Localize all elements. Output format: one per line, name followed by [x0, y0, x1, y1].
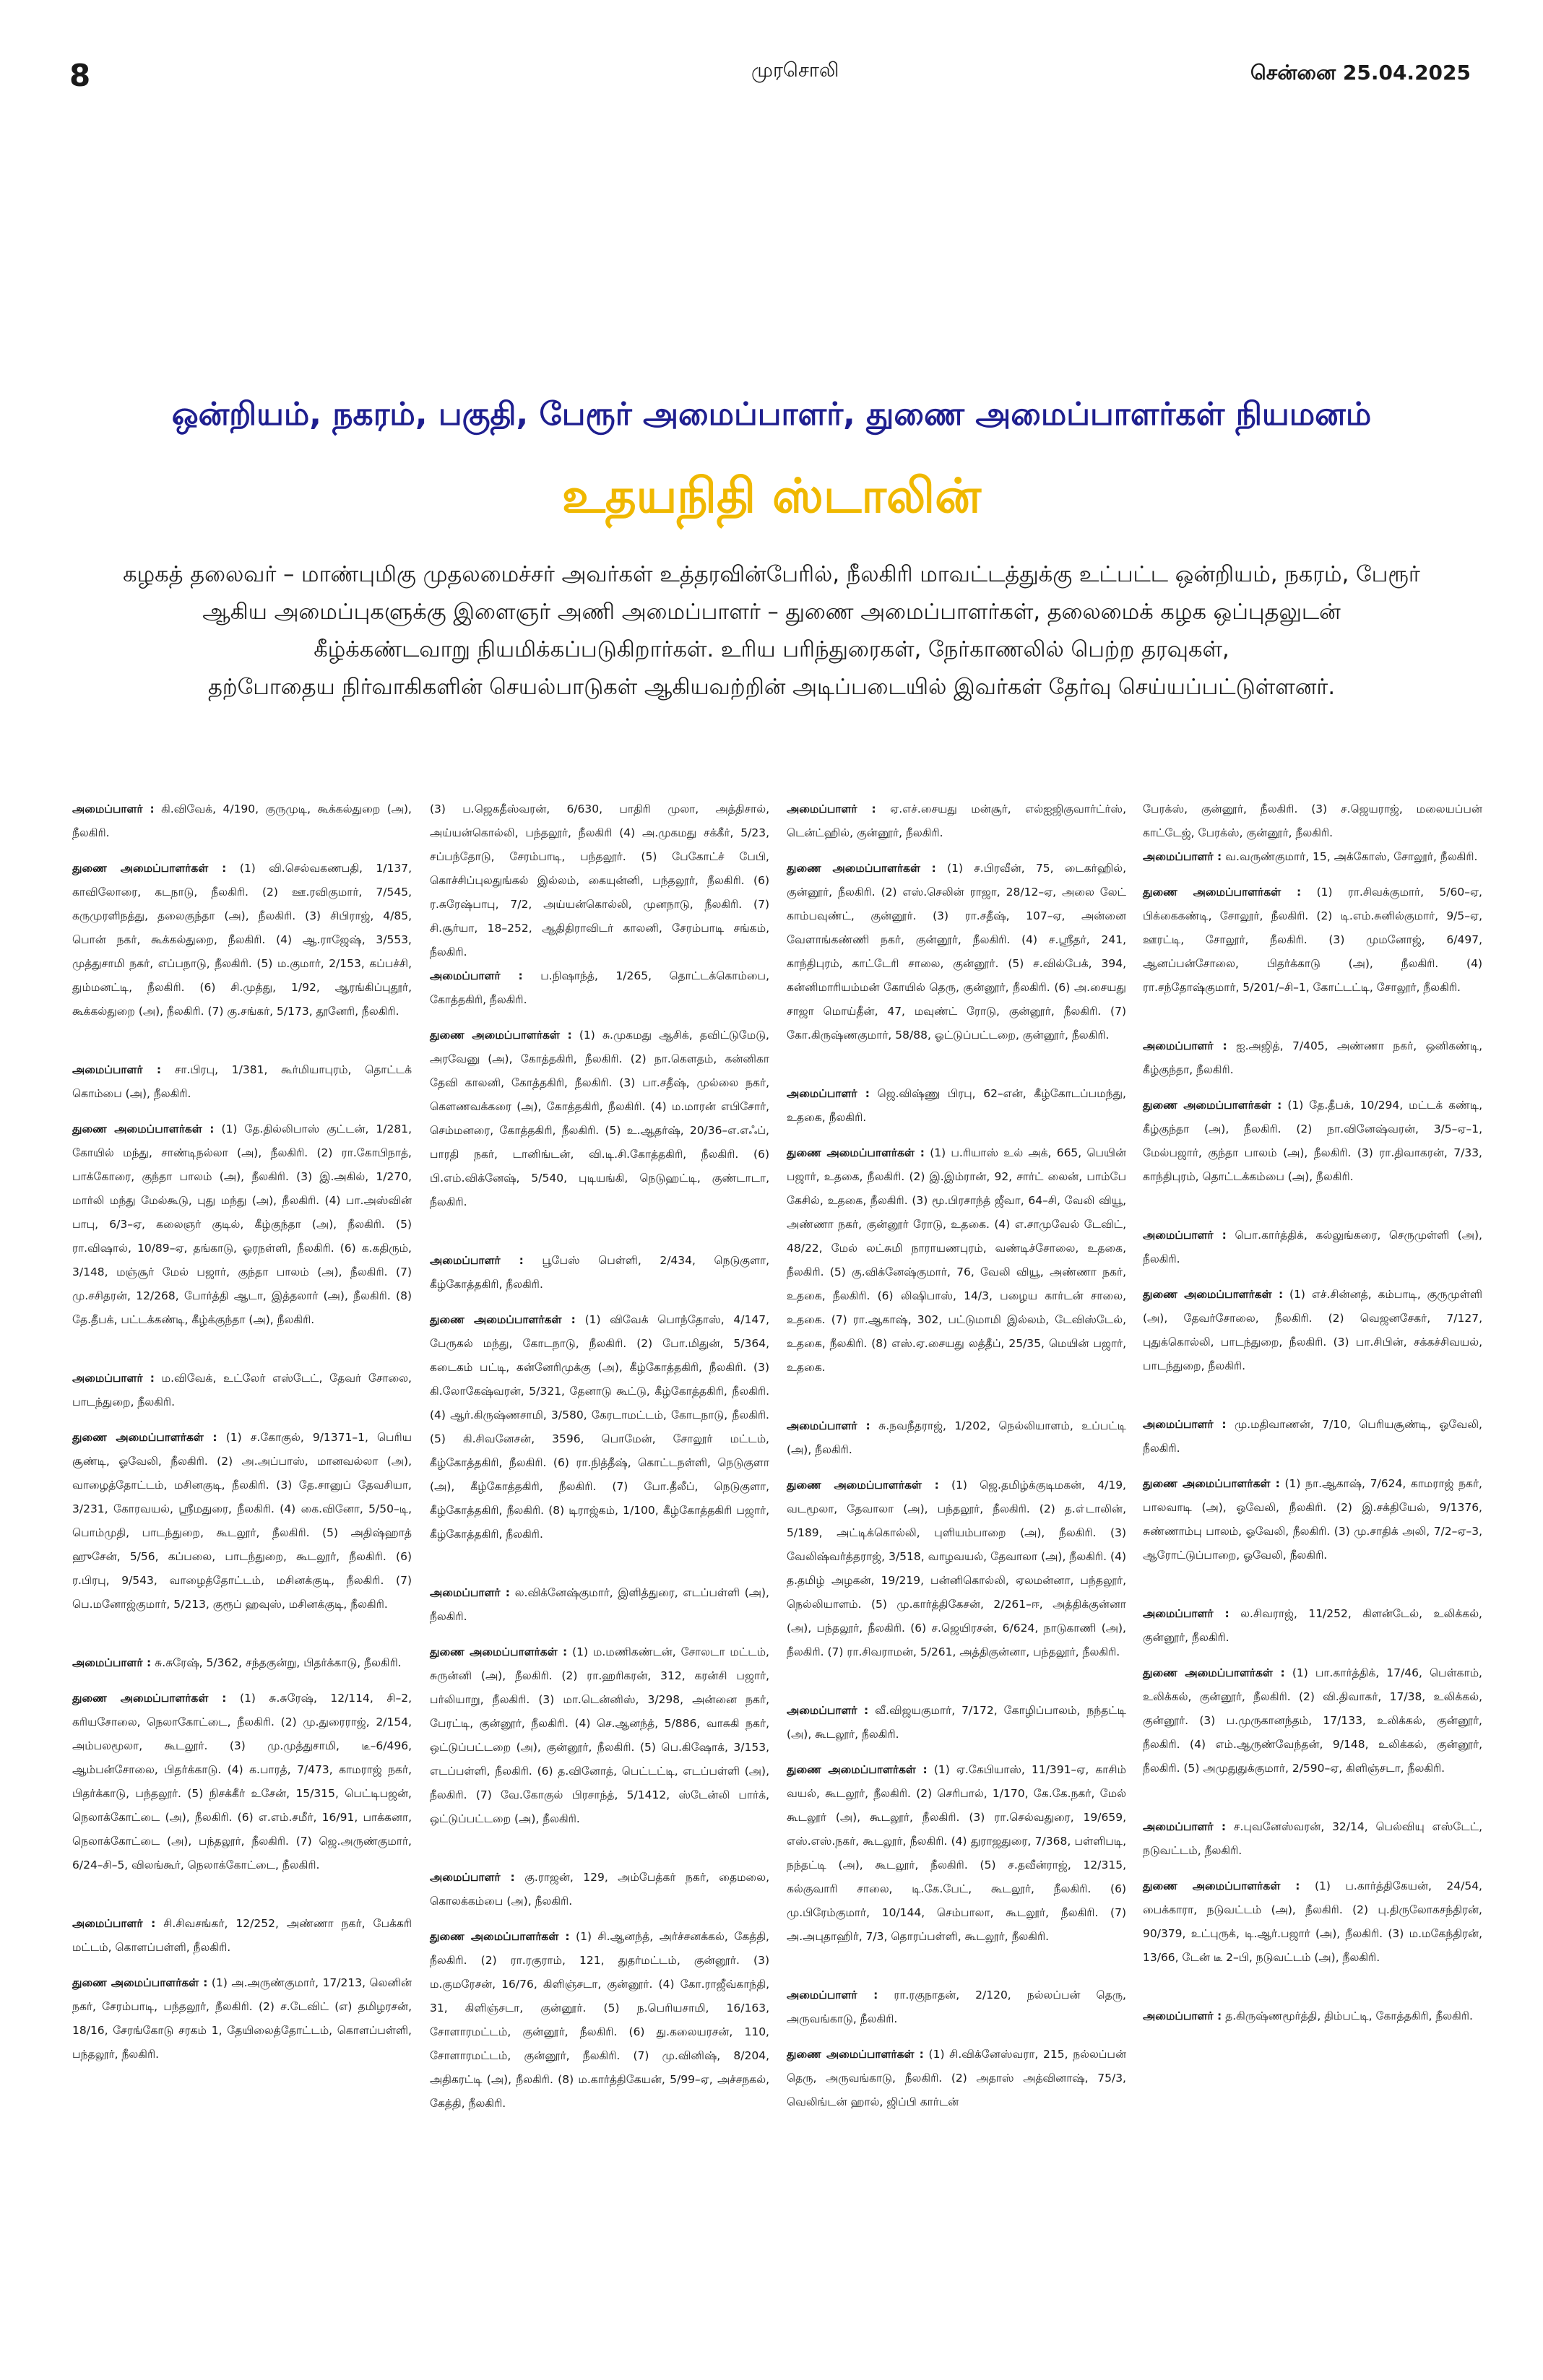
column-1: [72, 797, 412, 2101]
deputy-organisers-line: [72, 1687, 412, 1877]
organiser-line: [787, 797, 1126, 845]
deputy-names: (1) சு.முகமது ஆசிக், தவிட்டுமேடு, அரவேனு (அ), கோத்தகிரி, நீலகிரி. (2) நா.கௌதம், கன்னிகா தேவி காலனி, கோத்தகிரி, நீலகிரி. (3) பா.சதீஷ், முல்லை நகர், கௌணவக்கரை (அ), கோத்தகிரி, நீலகிரி. (4) ம.மாரன் எபிசோர், செம்மனரை, கோத்தகிரி, நீலகிரி. (5) உ.ஆதர்ஷ், 20/36–எ.எஃப், பாரதி நகர், டானிங்டன், வி.டி.சி.கோத்தகிரி, நீலகிரி. (6) பி.எம்.விக்னேஷ், 5/540, புடியங்கி, நெடுஹட்டி, குண்டாடா, நீலகிரி.: [430, 1029, 769, 1208]
deputy-organisers-line: [72, 1117, 412, 1332]
deputy-names: (1) ஏ.கேபியாஸ், 11/391–ஏ, காசிம் வயல், கூடலூர், நீலகிரி. (2) செரிபால், 1/170, கே.கே.நகர், மேல் கூடலூர் (அ), கூடலூர், நீலகிரி. (3) ரா.செல்வதுரை, 19/659, எஸ்.எஸ்.நகர், கூடலூர், நீலகிரி. (4) துராஜதுரை, 7/368, பள்ளிபடி, நந்தட்டி (அ), கூடலூர், நீலகிரி. (5) ச.தவீன்ராஜ், 12/315, கல்குவாரி சாலை, டி.கே.பேட், கூடலூர், நீலகிரி. (6) மு.பிரேம்குமார், 10/144, செம்பாலா, கூடலூர், நீலகிரி. (7) அ.அபுதாஹிர், 7/3, தொரப்பள்ளி, கூடலூர், நீலகிரி.: [787, 1763, 1126, 1943]
organiser-name: பொ.கார்த்திக், கல்லுங்கரை, செருமுள்ளி (அ), நீலகிரி.: [1143, 1229, 1482, 1265]
deputy-organisers-line: [72, 1426, 412, 1617]
appointment-entry: [72, 1058, 412, 1332]
organiser-label: அமைப்பாளர் :: [430, 969, 523, 982]
organiser-line: [72, 1058, 412, 1106]
appointment-entry: [1143, 1034, 1482, 1189]
organiser-line: [430, 1866, 769, 1913]
deputy-organisers-line: [787, 1141, 1126, 1380]
organiser-line: [1143, 1602, 1482, 1650]
organiser-line: [1143, 1034, 1482, 1082]
organiser-name: ச.புவனேஸ்வரன், 32/14, பெல்வியு எஸ்டேட், நடுவட்டம், நீலகிரி.: [1143, 1820, 1482, 1857]
appointment-entry: [72, 1367, 412, 1617]
intro-line: கீழ்க்கண்டவாறு நியமிக்கப்படுகிறார்கள். உரிய பரிந்துரைகள், நேர்காணலில் பெற்ற தரவுகள்,: [314, 637, 1229, 662]
organiser-label: அமைப்பாளர் :: [72, 1063, 162, 1076]
organiser-label: அமைப்பாளர் :: [72, 802, 155, 815]
deputy-names: (1) ம.மணிகண்டன், சோலடா மட்டம், சுருன்னி (அ), நீலகிரி. (2) ரா.ஹரிகரன், 312, கரன்சி பஜார், பர்லியாறு, நீலகிரி. (3) மா.டென்னிஸ், 3/298, அன்னை நகர், பேரட்டி, குன்னூர், நீலகிரி. (4) செ.ஆனந்த், 5/886, வாசுகி நகர், ஒட்டுப்பட்டறை (அ), குன்னூர், நீலகிரி. (5) பெ.கிஷோக், 3/153, எடப்பள்ளி, நீலகிரி. (6) த.வினோத், பெட்டட்டி, எடப்பள்ளி (அ), நீலகிரி. (7) வே.கோகுல் பிரசாந்த், 5/1412, ஸ்டேன்லி பார்க், ஒட்டுப்பட்டறை (அ), நீலகிரி.: [430, 1645, 769, 1825]
deputy-organisers-line: [1143, 1874, 1482, 1970]
appointment-entry: [72, 1912, 412, 2067]
organiser-line: [430, 1249, 769, 1297]
deputy-label: துணை அமைப்பாளர்கள் :: [72, 1692, 227, 1705]
appointment-entry: [1143, 2004, 1482, 2028]
deputy-label: துணை அமைப்பாளர்கள் :: [430, 1930, 570, 1943]
deputy-organisers-line: [430, 1925, 769, 2116]
deputy-label: துணை அமைப்பாளர்கள் :: [1143, 1288, 1284, 1301]
organiser-label: அமைப்பாளர் :: [787, 1419, 870, 1432]
appointment-entry: [72, 1651, 412, 1877]
deputy-organisers-line: [430, 1640, 769, 1831]
deputy-label: துணை அமைப்பாளர்கள் :: [430, 1645, 568, 1658]
appointment-entry: [430, 964, 769, 1214]
organiser-name: மு.மதிவாணன், 7/10, பெரியசூண்டி, ஓவேலி, நீலகிரி.: [1143, 1418, 1482, 1455]
organiser-name: பூபேஸ் பெள்ளி, 2/434, நெடுகுளா, கீழ்கோத்தகிரி, நீலகிரி.: [430, 1254, 769, 1291]
appointment-entry: [72, 797, 412, 1024]
deputy-label: துணை அமைப்பாளர்கள் :: [1143, 886, 1302, 899]
organiser-line: [1143, 1413, 1482, 1461]
organiser-line: [430, 964, 769, 1012]
deputy-organisers-line: [1143, 1661, 1482, 1780]
appointment-entry: [787, 1699, 1126, 1949]
deputy-names: (1) ப.ரியாஸ் உல் அக், 665, பெயின் பஜார், உதகை, நீலகிரி. (2) இ.இம்ரான், 92, சார்ட் லைன், பாம்பே கேசில், உதகை, நீலகிரி. (3) மூ.பிரசாந்த் ஜீவா, 64–சி, வேலி வியூ, அண்ணா நகர், குன்னூர் ரோடு, உதகை. (4) எ.சாமுவேல் டேவிட், 48/22, மேல் லட்சுமி நாராயணபுரம், வண்டிச்சோலை, உதகை, நீலகிரி. (5) கு.விக்னேஷ்குமார், 76, வேலி வியூ, அண்ணா நகர், உதகை, நீலகிரி. (6) லிஷிபாஸ், 14/3, பழைய கார்டன் சாலை, உதகை. (7) ரா.ஆகாஷ், 302, பட்டுமாமி இல்லம், டேவிஸ்டேல், உதகை, நீலகிரி. (8) எஸ்.ஏ.சையது லத்தீப், 25/35, மெயின் பஜார், உதகை.: [787, 1146, 1126, 1374]
deputy-names: (1) ரா.சிவக்குமார், 5/60–ஏ, பிக்கைகண்டி, சோலூர், நீலகிரி. (2) டி.எம்.சுனில்குமார், 9/5–ஏ, ஊரட்டி, சோலூர், நீலகிரி. (3) முமனோஜ், 6/497, ஆனப்பன்சோலை, பிதர்க்காடு (அ), நீலகிரி. (4) ரா.சந்தோஷ்குமார், 5/201/–சி–1, கோட்டட்டி, சோலூர், நீலகிரி.: [1143, 886, 1482, 994]
page-number: 8: [69, 58, 91, 93]
organiser-name: கி.விவேக், 4/190, குருமுடி, கூக்கல்துறை (அ), நீலகிரி.: [72, 802, 412, 839]
organiser-label: அமைப்பாளர் :: [1143, 2009, 1222, 2022]
organiser-name: வ.வருண்குமார், 15, அக்கோஸ், சோலூர், நீலகிரி.: [1225, 850, 1478, 863]
organiser-label: அமைப்பாளர் :: [72, 1656, 152, 1669]
intro-line: தற்போதைய நிர்வாகிகளின் செயல்பாடுகள் ஆகியவற்றின் அடிப்படையில் இவர்கள் தேர்வு செய்யப்பட்டுள்ளனர்.: [207, 675, 1336, 700]
deputy-names: (1) சி.விக்னேஸ்வரா, 215, நல்லப்பன் தெரு, அருவங்காடு, நீலகிரி. (2) அதாஸ் அத்வினாஷ், 75/3, வெலிங்டன் ஹால், ஜிப்பி கார்டன்: [787, 2048, 1126, 2108]
organiser-label: அமைப்பாளர் :: [787, 1704, 869, 1717]
appointment-entry: [787, 1414, 1126, 1664]
deputy-label: துணை அமைப்பாளர்கள் :: [1143, 1666, 1285, 1679]
deputy-names: (1) ப.கார்த்திகேயன், 24/54, பைக்காரா, நடுவட்டம் (அ), நீலகிரி. (2) பு.திருலோகசந்திரன், 90/379, உட்புருக், டி.ஆர்.பஜார் (அ), நீலகிரி. (3) ம.மகேந்திரன், 13/66, டேன் டீ 2–பி, நடுவட்டம் (அ), நீலகிரி.: [1143, 1879, 1482, 1964]
deputy-label: துணை அமைப்பாளர்கள் :: [72, 1431, 217, 1444]
intro-paragraph: [116, 556, 1427, 706]
deputy-names: (1) வி.செல்வகணபதி, 1/137, காவிலோரை, கடநாடு, நீலகிரி. (2) ஊ.ரவிகுமார், 7/545, கருமுரளிநத்து, தலைகுந்தா (அ), நீலகிரி. (3) சிபிராஜ், 4/85, பொன் நகர், கூக்கல்துறை, நீலகிரி. (4) ஆ.ராஜேஷ், 3/553, முத்துசாமி நகர், எப்பநாடு, நீலகிரி. (5) ம.குமார், 2/153, கப்பச்சி, தும்மனட்டி, நீலகிரி. (6) சி.முத்து, 1/92, ஆரங்கிப்புதூர், கூக்கல்துறை (அ), நீலகிரி. (7) கு.சங்கர், 5/173, தூனேரி, நீலகிரி.: [72, 862, 412, 1018]
appointment-entry: [1143, 1224, 1482, 1378]
organiser-name: த.கிருஷ்ணமூர்த்தி, திம்பட்டி, கோத்தகிரி, நீலகிரி.: [1225, 2009, 1473, 2022]
organiser-line: [787, 1082, 1126, 1130]
appointment-entry: [1143, 1413, 1482, 1567]
intro-line: ஆகிய அமைப்புகளுக்கு இளைஞர் அணி அமைப்பாளர் – துணை அமைப்பாளர்கள், தலைமைக் கழக ஒப்புதலுடன்: [202, 600, 1341, 625]
organiser-line: [72, 1367, 412, 1414]
intro-line: கழகத் தலைவர் – மாண்புமிகு முதலமைச்சர் அவர்கள் உத்தரவின்பேரில், நீலகிரி மாவட்டத்துக்கு உட்பட்ட ஒன்றியம், நகரம், பேரூர்: [123, 562, 1420, 587]
organiser-line: [430, 1581, 769, 1629]
deputy-names: (1) தே.தீபக், 10/294, மட்டக் கண்டி, கீழ்குந்தா (அ), நீலகிரி. (2) நா.வினேஷ்வரன், 3/5–ஏ–1, மேல்பஜார், குந்தா பாலம் (அ), நீலகிரி. (3) ரா.திவாகரன், 7/33, காந்திபுரம், தொட்டக்கம்பை (அ), நீலகிரி.: [1143, 1099, 1482, 1183]
continuation-text: (3) ப.ஜெகதீஸ்வரன், 6/630, பாதிரி முலா, அத்திசால், அய்யன்கொல்லி, பந்தலூர், நீலகிரி (4) அ.முகமது சக்கீர், 5/23, சப்பந்தோடு, சேரம்பாடி, பந்தலூர். (5) பேகோட்ச் பேபி, கொச்சிப்புலதுங்கல் இல்லம், கையுன்னி, பந்தலூர், நீலகிரி. (6) ர.சுரேஷ்பாபு, 7/2, அய்யன்கொல்லி, முனநாடு, நீலகிரி. (7) சி.சூர்யா, 18–252, ஆதிதிராவிடர் காலனி, சேரம்பாடி சங்கம், நீலகிரி.: [430, 802, 769, 959]
organiser-name: ஜெ.விஷ்ணு பிரபு, 62–என், கீழ்கோடப்பமந்து, உதகை, நீலகிரி.: [787, 1087, 1126, 1124]
organiser-line: [787, 1699, 1126, 1747]
deputy-label: துணை அமைப்பாளர்கள் :: [72, 1976, 208, 1989]
deputy-names: (1) பா.கார்த்திக், 17/46, பெள்காம், உலிக்கல், குன்னூர், நீலகிரி. (2) வி.திவாகர், 17/38, உலிக்கல், குன்னூர். (3) ப.முருகானந்தம், 17/133, உலிக்கல், குன்னூர், நீலகிரி. (4) எம்.ஆருண்வேந்தன், 9/148, உலிக்கல், குன்னூர், நீலகிரி. (5) அமுதுதுக்குமார், 2/590–ஏ, கிளிஞ்சடா, நீலகிரி.: [1143, 1666, 1482, 1775]
organiser-name: சு.சுரேஷ், 5/362, சந்தகுன்று, பிதர்க்காடு, நீலகிரி.: [155, 1656, 402, 1669]
organiser-name: ஏ.எச்.சையது மன்சூர், எல்ஐஜிகுவார்ட்ர்ஸ், டென்ட்ஹில், குன்னூர், நீலகிரி.: [787, 802, 1126, 839]
deputy-organisers-line: [1143, 1283, 1482, 1378]
organiser-line: [787, 1414, 1126, 1462]
deputy-label: துணை அமைப்பாளர்கள் :: [1143, 1477, 1280, 1490]
headline: ஒன்றியம், நகரம், பகுதி, பேரூர் அமைப்பாளர், துணை அமைப்பாளர்கள் நியமனம்: [171, 396, 1372, 433]
organiser-label: அமைப்பாளர் :: [787, 1989, 878, 2002]
appointment-entry: [787, 1082, 1126, 1380]
organiser-name: ரா.ரகுநாதன், 2/120, நல்லப்பன் தெரு, அருவங்காடு, நீலகிரி.: [787, 1989, 1126, 2025]
organiser-name: ல.சிவராஜ், 11/252, கிளன்டேல், உலிக்கல், குன்னூர், நீலகிரி.: [1143, 1607, 1482, 1644]
deputy-names: (1) தே.தில்லிபாஸ் குட்டன், 1/281, கோயில் மந்து, சாண்டிநல்லா (அ), நீலகிரி. (2) ரா.கோபிநாத், பாக்கோரை, குந்தா பாலம் (அ), நீலகிரி. (3) இ.அகில், 1/270, மார்லி மந்து மேல்கூடு, புது மந்து (அ), நீலகிரி. (4) பா.அஸ்வின் பாபு, 6/3–ஏ, கலைஞர் குடில், கீழ்குந்தா (அ), நீலகிரி. (5) ரா.விஷால், 10/89–ஏ, தங்காடு, ஓரநள்ளி, நீலகிரி. (6) க.கதிரும், 3/148, மஞ்சூர் மேல் பஜார், குந்தா பாலம் (அ), நீலகிரி. (7) மு.சசிதரன், 12/268, போர்த்தி ஆடா, இத்தலார் (அ), நீலகிரி. (8) தே.தீபக், பட்டக்கண்டி, கீழ்க்குந்தா (அ), நீலகிரி.: [72, 1122, 412, 1326]
column-2: [430, 797, 769, 2150]
deputy-organisers-line: [1143, 1472, 1482, 1567]
organiser-line: [787, 1983, 1126, 2031]
deputy-organisers-line: [72, 857, 412, 1024]
deputy-organisers-line: [430, 1308, 769, 1546]
byline: உதயநிதி ஸ்டாலின்: [561, 468, 982, 524]
deputy-names: (1) ஜெ.தமிழ்க்குடிமகன், 4/19, வடமூலா, தேவாலா (அ), பந்தலூர், நீலகிரி. (2) த.எ்டாலின், 5/189, அட்டிக்கொல்லி, புளியம்பாறை (அ), நீலகிரி. (3) வேலிஷ்வர்த்தராஜ், 3/518, வாழவயல், தேவாலா (அ), நீலகிரி. (4) த.தமிழ் அழகன், 19/219, பன்னிகொல்லி, ஏலமன்னா, பந்தலூர், நெல்லியாளம். (5) மு.கார்த்திகேசன், 2/261–ஈ, அத்திக்குன்னா (அ), பந்தலூர், நீலகிரி. (6) ச.ஜெயிரசன், 6/624, நாடுகாணி (அ), நீலகிரி. (7) ரா.சிவராமன், 5/261, அத்திகுன்னா, பந்தலூர், நீலகிரி.: [787, 1479, 1126, 1658]
organiser-label: அமைப்பாளர் :: [72, 1372, 155, 1385]
organiser-label: அமைப்பாளர் :: [1143, 1418, 1227, 1431]
organiser-label: அமைப்பாளர் :: [1143, 1607, 1229, 1620]
organiser-label: அமைப்பாளர் :: [1143, 1820, 1227, 1833]
deputy-label: துணை அமைப்பாளர்கள் :: [787, 862, 936, 875]
organiser-line: [1143, 845, 1482, 869]
appointment-entry: [1143, 1602, 1482, 1780]
appointment-entry: [430, 1581, 769, 1831]
organiser-label: அமைப்பாளர் :: [787, 1087, 870, 1100]
deputy-organisers-line: [1143, 880, 1482, 1000]
organiser-label: அமைப்பாளர் :: [1143, 1039, 1227, 1052]
appointment-entry: [787, 797, 1126, 1047]
deputy-label: துணை அமைப்பாளர்கள் :: [787, 2048, 924, 2061]
city-date: சென்னை 25.04.2025: [1250, 61, 1471, 85]
deputy-names: (1) விவேக் பொந்தோஸ், 4/147, பேருகல் மந்து, கோடநாடு, நீலகிரி. (2) போ.மிதுன், 5/364, கடைகம் பட்டி, கன்னேரிமுக்கு (அ), கீழ்கோத்தகிரி, நீலகிரி. (3) கி.லோகேஷ்வரன், 5/321, தேனாடு கூட்டு, கீழ்கோத்தகிரி, நீலகிரி. (4) ஆர்.கிருஷ்ணசாமி, 3/580, கேரடாமட்டம், கோடநாடு, நீலகிரி. (5) கி.சிவனேசன், 3596, பொமேன், சோலூர் மட்டம், கீழ்கோத்தகிரி, நீலகிரி. (6) ரா.நித்தீஷ், கொட்டநள்ளி, நெடுகுளா (அ), கீழ்கோத்தகிரி, நீலகிரி. (7) போ.தீலீப், நெடுகுளா, கீழ்கோத்தகிரி, நீலகிரி. (8) டிராஜ்கம், 1/100, கீழ்கோத்தகிரி பஜார், கீழ்கோத்தகிரி, நீலகிரி.: [430, 1313, 770, 1541]
organiser-label: அமைப்பாளர் :: [430, 1254, 524, 1267]
appointment-entry: [430, 1249, 769, 1546]
organiser-label: அமைப்பாளர் :: [787, 802, 876, 815]
deputy-names: (1) சு.சுரேஷ், 12/114, சி–2, கரியசோலை, நெலாகோட்டை, நீலகிரி. (2) மு.துரைராஜ், 2/154, அம்பலமூலா, கூடலூர். (3) மு.முத்துசாமி, டீ–6/496, ஆம்பன்சோலை, பிதர்க்காடு. (4) க.பாரத், 7/473, காமராஜ் நகர், பிதர்க்காடு, பந்தலூர். (5) நிசக்கீர் உசேன், 15/315, பெட்டிபஜன், நெலாக்கோட்டை (அ), நீலகிரி. (6) எ.எம்.சமீர், 16/91, பாக்கனா, நெலாக்கோட்டை (அ), பந்தலூர், நீலகிரி. (7) ஜெ.அருண்குமார், 6/24–சி–5, விலங்கூர், நெலாக்கோட்டை, நீலகிரி.: [72, 1692, 412, 1871]
organiser-line: [72, 1651, 412, 1675]
deputy-label: துணை அமைப்பாளர்கள் :: [430, 1029, 572, 1042]
deputy-label: துணை அமைப்பாளர்கள் :: [1143, 1879, 1300, 1892]
deputy-organisers-line: [787, 2043, 1126, 2114]
deputy-label: துணை அமைப்பாளர்கள் :: [787, 1479, 939, 1492]
organiser-name: ப.நிஷாந்த், 1/265, தொட்டக்கொம்பை, கோத்தகிரி, நீலகிரி.: [430, 969, 769, 1006]
deputy-organisers-line: [787, 1474, 1126, 1664]
organiser-line: [72, 1912, 412, 1960]
column-3: [787, 797, 1126, 2149]
deputy-names: (1) ச.பிரவீன், 75, டைகர்ஹில், குன்னூர், நீலகிரி. (2) எஸ்.செலின் ராஜா, 28/12–ஏ, அலை லேட் காம்பவுண்ட், குன்னூர். (3) ரா.சதீஷ், 107–ஏ, அன்னை வேளாங்கண்ணி நகர், குன்னூர், நீலகிரி. (4) ச.ஸ்ரீதர், 241, காந்திபுரம், காட்டேரி சாலை, குன்னூர். (5) ச.வில்பேக், 394, கன்னிமாரியம்மன் கோயில் தெரு, குன்னூர், நீலகிரி. (6) அ.சையது சாஜா மொய்தீன், 47, மவுண்ட் ரோடு, குன்னூர், நீலகிரி. (7) கோ.கிருஷ்ணகுமார், 58/88, ஓட்டுப்பட்டறை, குன்னூர், நீலகிரி.: [787, 862, 1127, 1042]
deputy-names: (1) எச்.சின்னத், கம்பாடி, குருமுள்ளி (அ), தேவர்சோலை, நீலகிரி. (2) வெஜனசேகர், 7/127, புதுக்கொல்லி, பாடந்துறை, நீலகிரி. (3) பா.சிபின், சக்கச்சிவயல், பாடந்துறை, நீலகிரி.: [1143, 1288, 1482, 1372]
organiser-name: ம.விவேக், உட்லேர் எஸ்டேட், தேவர் சோலை, பாடந்துறை, நீலகிரி.: [72, 1372, 412, 1408]
deputy-names: (1) நா.ஆகாஷ், 7/624, காமராஜ் நகர், பாலவாடி (அ), ஓவேலி, நீலகிரி. (2) இ.சக்தியேல், 9/1376, சுண்ணாம்பு பாலம், ஓவேலி, நீலகிரி. (3) மு.சாதிக் அலி, 7/2–ஏ–3, ஆரோட்டுப்பாறை, ஓவேலி, நீலகிரி.: [1143, 1477, 1482, 1562]
organiser-label: அமைப்பாளர் :: [1143, 1229, 1227, 1242]
deputy-organisers-line: [787, 857, 1126, 1047]
organiser-line: [1143, 1815, 1482, 1863]
appointment-entry: [430, 1866, 769, 2116]
deputy-organisers-line: [72, 1971, 412, 2067]
deputy-names: (1) அ.அருண்குமார், 17/213, லெனின் நகர், சேரம்பாடி, பந்தலூர், நீலகிரி. (2) ச.டேவிட் (எ) தமிழரசன், 18/16, சேரங்கோடு சரகம் 1, தேயிலைத்தோட்டம், கொளப்பள்ளி, பந்தலூர், நீலகிரி.: [72, 1976, 412, 2061]
continuation-text: பேரக்ஸ், குன்னூர், நீலகிரி. (3) ச.ஜெயராஜ், மலையப்பன் காட்டேஜ், பேரக்ஸ், குன்னூர், நீலகிரி.: [1143, 802, 1482, 839]
organiser-name: ஐ.அஜித், 7/405, அண்ணா நகர், ஒனிகண்டி, கீழ்குந்தா, நீலகிரி.: [1143, 1039, 1483, 1076]
organiser-name: சி.சிவசங்கர், 12/252, அண்ணா நகர், பேக்கரி மட்டம், கொளப்பள்ளி, நீலகிரி.: [72, 1917, 412, 1954]
appointment-entry: [1143, 1815, 1482, 1970]
deputy-organisers-line: [430, 1024, 769, 1214]
appointment-entry: [1143, 845, 1482, 1000]
organiser-label: அமைப்பாளர் :: [72, 1917, 156, 1930]
organiser-name: சா.பிரபு, 1/381, கூர்மியாபுரம், தொட்டக் கொம்பை (அ), நீலகிரி.: [72, 1063, 412, 1100]
column-4: [1143, 797, 1482, 2063]
deputy-organisers-line: [1143, 1094, 1482, 1189]
organiser-name: கு.ராஜன், 129, அம்பேத்கர் நகர், தைமலை, கொலக்கம்பை (அ), நீலகிரி.: [430, 1871, 769, 1908]
organiser-line: [1143, 2004, 1482, 2028]
deputy-names: (1) ச.கோகுல், 9/1371–1, பெரிய சூண்டி, ஓவேலி, நீலகிரி. (2) அ.அப்பாஸ், மானவல்லா (அ), வாழைத்தோட்டம், மசினகுடி, நீலகிரி. (3) தே.சானுப் தேவசியா, 3/231, கோரவயல், ஸ்ரீமதுரை, நீலகிரி. (4) கை.வினோ, 5/50–டி, பொம்முதி, பாடந்துறை, கூடலூர், நீலகிரி. (5) அதிஷ்ஹாத் ஹுசேன், 5/56, கப்பலை, பாடந்துறை, கூடலூர், நீலகிரி. (6) ர.பிரபு, 9/543, வாழைத்தோட்டம், மசினக்குடி, நீலகிரி. (7) பெ.மனோஜ்குமார், 5/213, குரூப் ஹவுஸ், மசினக்குடி, நீலகிரி.: [72, 1431, 412, 1611]
organiser-label: அமைப்பாளர் :: [430, 1871, 515, 1884]
organiser-line: [1143, 1224, 1482, 1271]
deputy-label: துணை அமைப்பாளர்கள் :: [72, 862, 227, 875]
deputy-label: துணை அமைப்பாளர்கள் :: [1143, 1099, 1282, 1112]
appointment-entry: [787, 1983, 1126, 2114]
deputy-label: துணை அமைப்பாளர்கள் :: [72, 1122, 215, 1135]
organiser-name: சு.நவநீதராஜ், 1/202, நெல்லியாளம், உப்பட்டி (அ), நீலகிரி.: [787, 1419, 1126, 1456]
deputy-label: துணை அமைப்பாளர்கள் :: [787, 1146, 925, 1159]
deputy-organisers-line: [787, 1758, 1126, 1949]
organiser-line: [72, 797, 412, 845]
newspaper-name: முரசொலி: [751, 59, 839, 82]
organiser-label: அமைப்பாளர் :: [430, 1586, 510, 1599]
organiser-name: வீ.விஜயகுமார், 7/172, கோழிப்பாலம், நந்தட்டி (அ), கூடலூர், நீலகிரி.: [787, 1704, 1126, 1741]
deputy-label: துணை அமைப்பாளர்கள் :: [430, 1313, 576, 1326]
organiser-label: அமைப்பாளர் :: [1143, 850, 1222, 863]
deputy-names: (1) சி.ஆனந்த், அர்ச்சனக்கல், கேத்தி, நீலகிரி. (2) ரா.ரகுராம், 121, துதர்மட்டம், குன்னூர். (3) ம.குமரேசன், 16/76, கிளிஞ்சடா, குன்னூர். (4) கோ.ராஜீவ்காந்தி, 31, கிளிஞ்சடா, குன்னூர். (5) ந.பெரியசாமி, 16/163, சோளாரமட்டம், குன்னூர், நீலகிரி. (6) து.கலையரசன், 110, சோளாரமட்டம், குன்னூர், நீலகிரி. (7) மு.வினிஷ், 8/204, அதிகரட்டி (அ), நீலகிரி. (8) ம.கார்த்திகேயன், 5/99–ஏ, அச்சநகல், கேத்தி, நீலகிரி.: [430, 1930, 769, 2110]
deputy-label: துணை அமைப்பாளர்கள் :: [787, 1763, 928, 1776]
organiser-name: ல.விக்னேஷ்குமார், இளித்துரை, எடப்பள்ளி (அ), நீலகிரி.: [430, 1586, 769, 1623]
